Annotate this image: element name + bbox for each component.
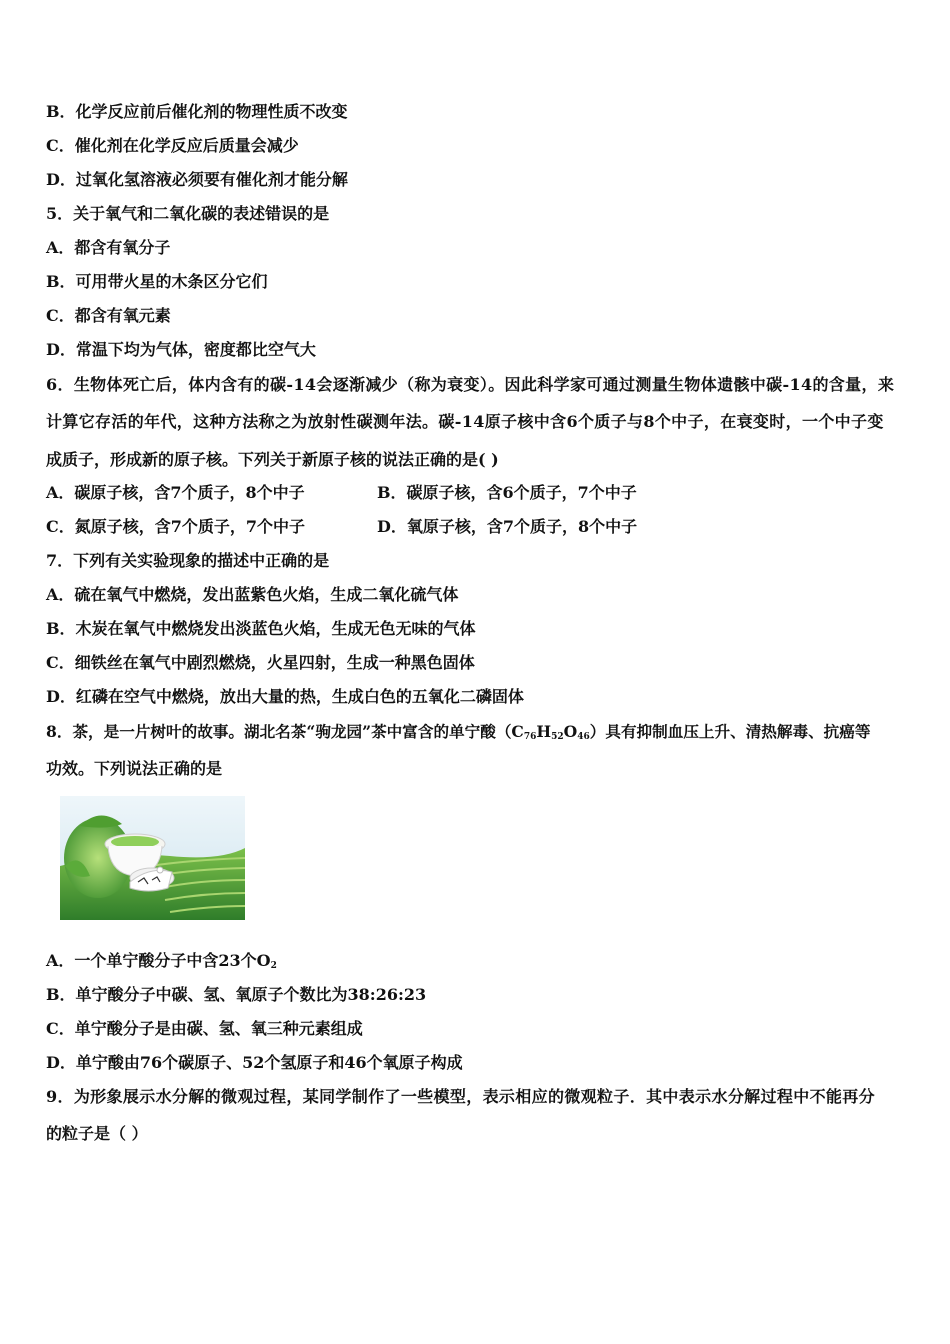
q6-stem-line-2: 计算它存活的年代，这种方法称之为放射性碳测年法。碳-14原子核中含6个质子与8个中子，在衰变时，一个中子变 — [46, 412, 884, 431]
q4-option-b: B．化学反应前后催化剂的物理性质不改变 — [46, 102, 348, 121]
q5-option-d: D．常温下均为气体，密度都比空气大 — [46, 340, 316, 359]
q6-stem-line-3: 成质子，形成新的原子核。下列关于新原子核的说法正确的是( ) — [46, 450, 499, 469]
q8-stem-line-2: 功效。下列说法正确的是 — [46, 759, 223, 778]
q5-option-b: B．可用带火星的木条区分它们 — [46, 272, 268, 291]
q8-option-b: B．单宁酸分子中碳、氢、氧原子个数比为38:26:23 — [46, 985, 427, 1004]
tea-illustration — [60, 796, 245, 920]
q6-option-a: A．碳原子核，含7个质子，8个中子 — [46, 483, 305, 502]
q5-option-c: C．都含有氧元素 — [46, 306, 171, 325]
q8-sub-o: 46 — [577, 732, 590, 742]
q9-stem-line-1: 9．为形象展示水分解的微观过程，某同学制作了一些模型，表示相应的微观粒子．其中表示水分解过程中不能再分 — [46, 1087, 875, 1106]
q8-option-a-text: A．一个单宁酸分子中含23个O — [46, 951, 271, 970]
q7-option-c: C．细铁丝在氧气中剧烈燃烧，火星四射，生成一种黑色固体 — [46, 653, 475, 672]
q5-option-a: A．都含有氧分子 — [46, 238, 171, 257]
q7-option-b: B．木炭在氧气中燃烧发出淡蓝色火焰，生成无色无味的气体 — [46, 619, 476, 638]
q9-stem-line-2: 的粒子是（ ） — [46, 1124, 148, 1143]
q8-h: H — [536, 722, 552, 741]
q6-option-d: D．氧原子核，含7个质子，8个中子 — [377, 517, 638, 536]
q8-o: O — [563, 722, 578, 741]
q8-sub-h: 52 — [551, 732, 564, 742]
q8-sub-c: 76 — [523, 732, 537, 742]
q6-option-b: B．碳原子核，含6个质子，7个中子 — [377, 483, 637, 502]
q4-option-d: D．过氧化氢溶液必须要有催化剂才能分解 — [46, 170, 348, 189]
q8-option-d: D．单宁酸由76个碳原子、52个氢原子和46个氧原子构成 — [46, 1053, 463, 1072]
q4-option-c: C．催化剂在化学反应后质量会减少 — [46, 136, 299, 155]
q6-option-c: C．氮原子核，含7个质子，7个中子 — [46, 517, 306, 536]
q8-option-c: C．单宁酸分子是由碳、氢、氧三种元素组成 — [46, 1019, 363, 1038]
q8-stem-line-1 — [46, 722, 870, 742]
q7-stem: 7．下列有关实验现象的描述中正确的是 — [46, 551, 330, 570]
tea-photo — [60, 796, 245, 920]
q8-option-a-sub: 2 — [270, 961, 277, 971]
q8-option-a — [46, 951, 277, 971]
q5-stem: 5．关于氧气和二氧化碳的表述错误的是 — [46, 204, 330, 223]
q8-stem-pre: 8．茶，是一片树叶的故事。湖北名茶“驹龙园”茶中富含的单宁酸（C — [46, 722, 524, 741]
q7-option-a: A．硫在氧气中燃烧，发出蓝紫色火焰，生成二氧化硫气体 — [46, 585, 459, 604]
q8-stem-post: ）具有抑制血压上升、清热解毒、抗癌等 — [589, 722, 871, 741]
q7-option-d: D．红磷在空气中燃烧，放出大量的热，生成白色的五氧化二磷固体 — [46, 687, 524, 706]
q6-stem-line-1: 6．生物体死亡后，体内含有的碳-14会逐渐减少（称为衰变）。因此科学家可通过测量生物体遗骸中碳-14的含量，来 — [46, 375, 895, 394]
